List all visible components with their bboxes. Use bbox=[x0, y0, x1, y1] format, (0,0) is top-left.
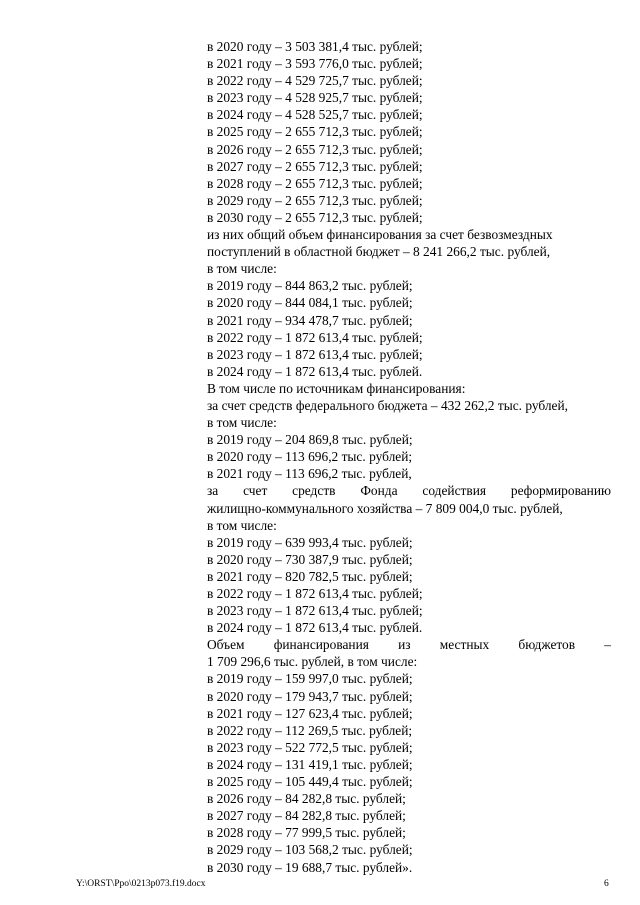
document-line: в 2021 году – 820 782,5 тыс. рублей; bbox=[207, 568, 413, 584]
document-line: в 2029 году – 2 655 712,3 тыс. рублей; bbox=[207, 192, 423, 208]
document-line: в 2020 году – 730 387,9 тыс. рублей; bbox=[207, 551, 413, 567]
document-line: в 2028 году – 77 999,5 тыс. рублей; bbox=[207, 825, 406, 841]
document-line: жилищно-коммунального хозяйства – 7 809 004,0 тыс. рублей, bbox=[207, 500, 563, 516]
document-line: в 2023 году – 1 872 613,4 тыс. рублей; bbox=[207, 603, 423, 619]
document-body bbox=[207, 38, 611, 876]
document-line: в 2025 году – 105 449,4 тыс. рублей; bbox=[207, 774, 413, 790]
document-line: в 2028 году – 2 655 712,3 тыс. рублей; bbox=[207, 175, 423, 191]
document-line: в 2023 году – 522 772,5 тыс. рублей; bbox=[207, 739, 413, 755]
document-line: за счет средств Фонда содействия реформированию bbox=[207, 483, 611, 499]
document-line: в 2027 году – 84 282,8 тыс. рублей; bbox=[207, 808, 406, 824]
document-line: в 2022 году – 4 529 725,7 тыс. рублей; bbox=[207, 73, 423, 89]
document-line: В том числе по источникам финансирования: bbox=[207, 380, 466, 396]
document-line: в 2025 году – 2 655 712,3 тыс. рублей; bbox=[207, 124, 423, 140]
document-line: в 2019 году – 639 993,4 тыс. рублей; bbox=[207, 534, 413, 550]
document-line: в 2019 году – 204 869,8 тыс. рублей; bbox=[207, 432, 413, 448]
document-line: в 2021 году – 113 696,2 тыс. рублей, bbox=[207, 466, 412, 482]
document-line: в 2030 году – 2 655 712,3 тыс. рублей; bbox=[207, 209, 423, 225]
document-line: в 2024 году – 131 419,1 тыс. рублей; bbox=[207, 756, 413, 772]
document-line: в 2024 году – 4 528 525,7 тыс. рублей; bbox=[207, 107, 423, 123]
footer-file-path: Y:\ORST\Ppo\0213p073.f19.docx bbox=[76, 879, 206, 889]
document-line: в 2020 году – 179 943,7 тыс. рублей; bbox=[207, 688, 413, 704]
document-line: в 2029 году – 103 568,2 тыс. рублей; bbox=[207, 842, 413, 858]
document-line: в 2027 году – 2 655 712,3 тыс. рублей; bbox=[207, 158, 423, 174]
document-line: в 2019 году – 844 863,2 тыс. рублей; bbox=[207, 278, 413, 294]
document-line: в 2023 году – 4 528 925,7 тыс. рублей; bbox=[207, 90, 423, 106]
document-line: в 2030 году – 19 688,7 тыс. рублей». bbox=[207, 859, 413, 875]
document-line: в 2022 году – 1 872 613,4 тыс. рублей; bbox=[207, 329, 423, 345]
page-number: 6 bbox=[604, 879, 609, 889]
document-line: в 2022 году – 112 269,5 тыс. рублей; bbox=[207, 722, 413, 738]
document-line: в 2020 году – 113 696,2 тыс. рублей; bbox=[207, 449, 413, 465]
document-line: в 2019 году – 159 997,0 тыс. рублей; bbox=[207, 671, 413, 687]
document-line: в 2021 году – 934 478,7 тыс. рублей; bbox=[207, 312, 413, 328]
document-line: в 2026 году – 2 655 712,3 тыс. рублей; bbox=[207, 141, 423, 157]
document-line: поступлений в областной бюджет – 8 241 266,2 тыс. рублей, bbox=[207, 244, 551, 260]
document-line: в 2020 году – 3 503 381,4 тыс. рублей; bbox=[207, 39, 423, 54]
document-line: Объем финансирования из местных бюджетов – bbox=[207, 637, 611, 653]
document-line: в том числе: bbox=[207, 415, 277, 431]
document-line: в 2024 году – 1 872 613,4 тыс. рублей. bbox=[207, 620, 423, 636]
document-line: 1 709 296,6 тыс. рублей, в том числе: bbox=[207, 654, 418, 670]
document-line: в 2023 году – 1 872 613,4 тыс. рублей; bbox=[207, 346, 423, 362]
document-line: за счет средств федерального бюджета – 432 262,2 тыс. рублей, bbox=[207, 397, 568, 413]
document-line: в 2022 году – 1 872 613,4 тыс. рублей; bbox=[207, 586, 423, 601]
document-line: в 2024 году – 1 872 613,4 тыс. рублей. bbox=[207, 363, 423, 379]
document-line: в 2020 году – 844 084,1 тыс. рублей; bbox=[207, 295, 413, 311]
document-line: в том числе: bbox=[207, 261, 277, 277]
document-line: в 2026 году – 84 282,8 тыс. рублей; bbox=[207, 791, 406, 807]
document-line: из них общий объем финансирования за счет безвозмездных bbox=[207, 227, 553, 243]
document-line: в 2021 году – 3 593 776,0 тыс. рублей; bbox=[207, 56, 423, 72]
document-line: в 2021 году – 127 623,4 тыс. рублей; bbox=[207, 705, 413, 721]
document-line: в том числе: bbox=[207, 517, 277, 533]
